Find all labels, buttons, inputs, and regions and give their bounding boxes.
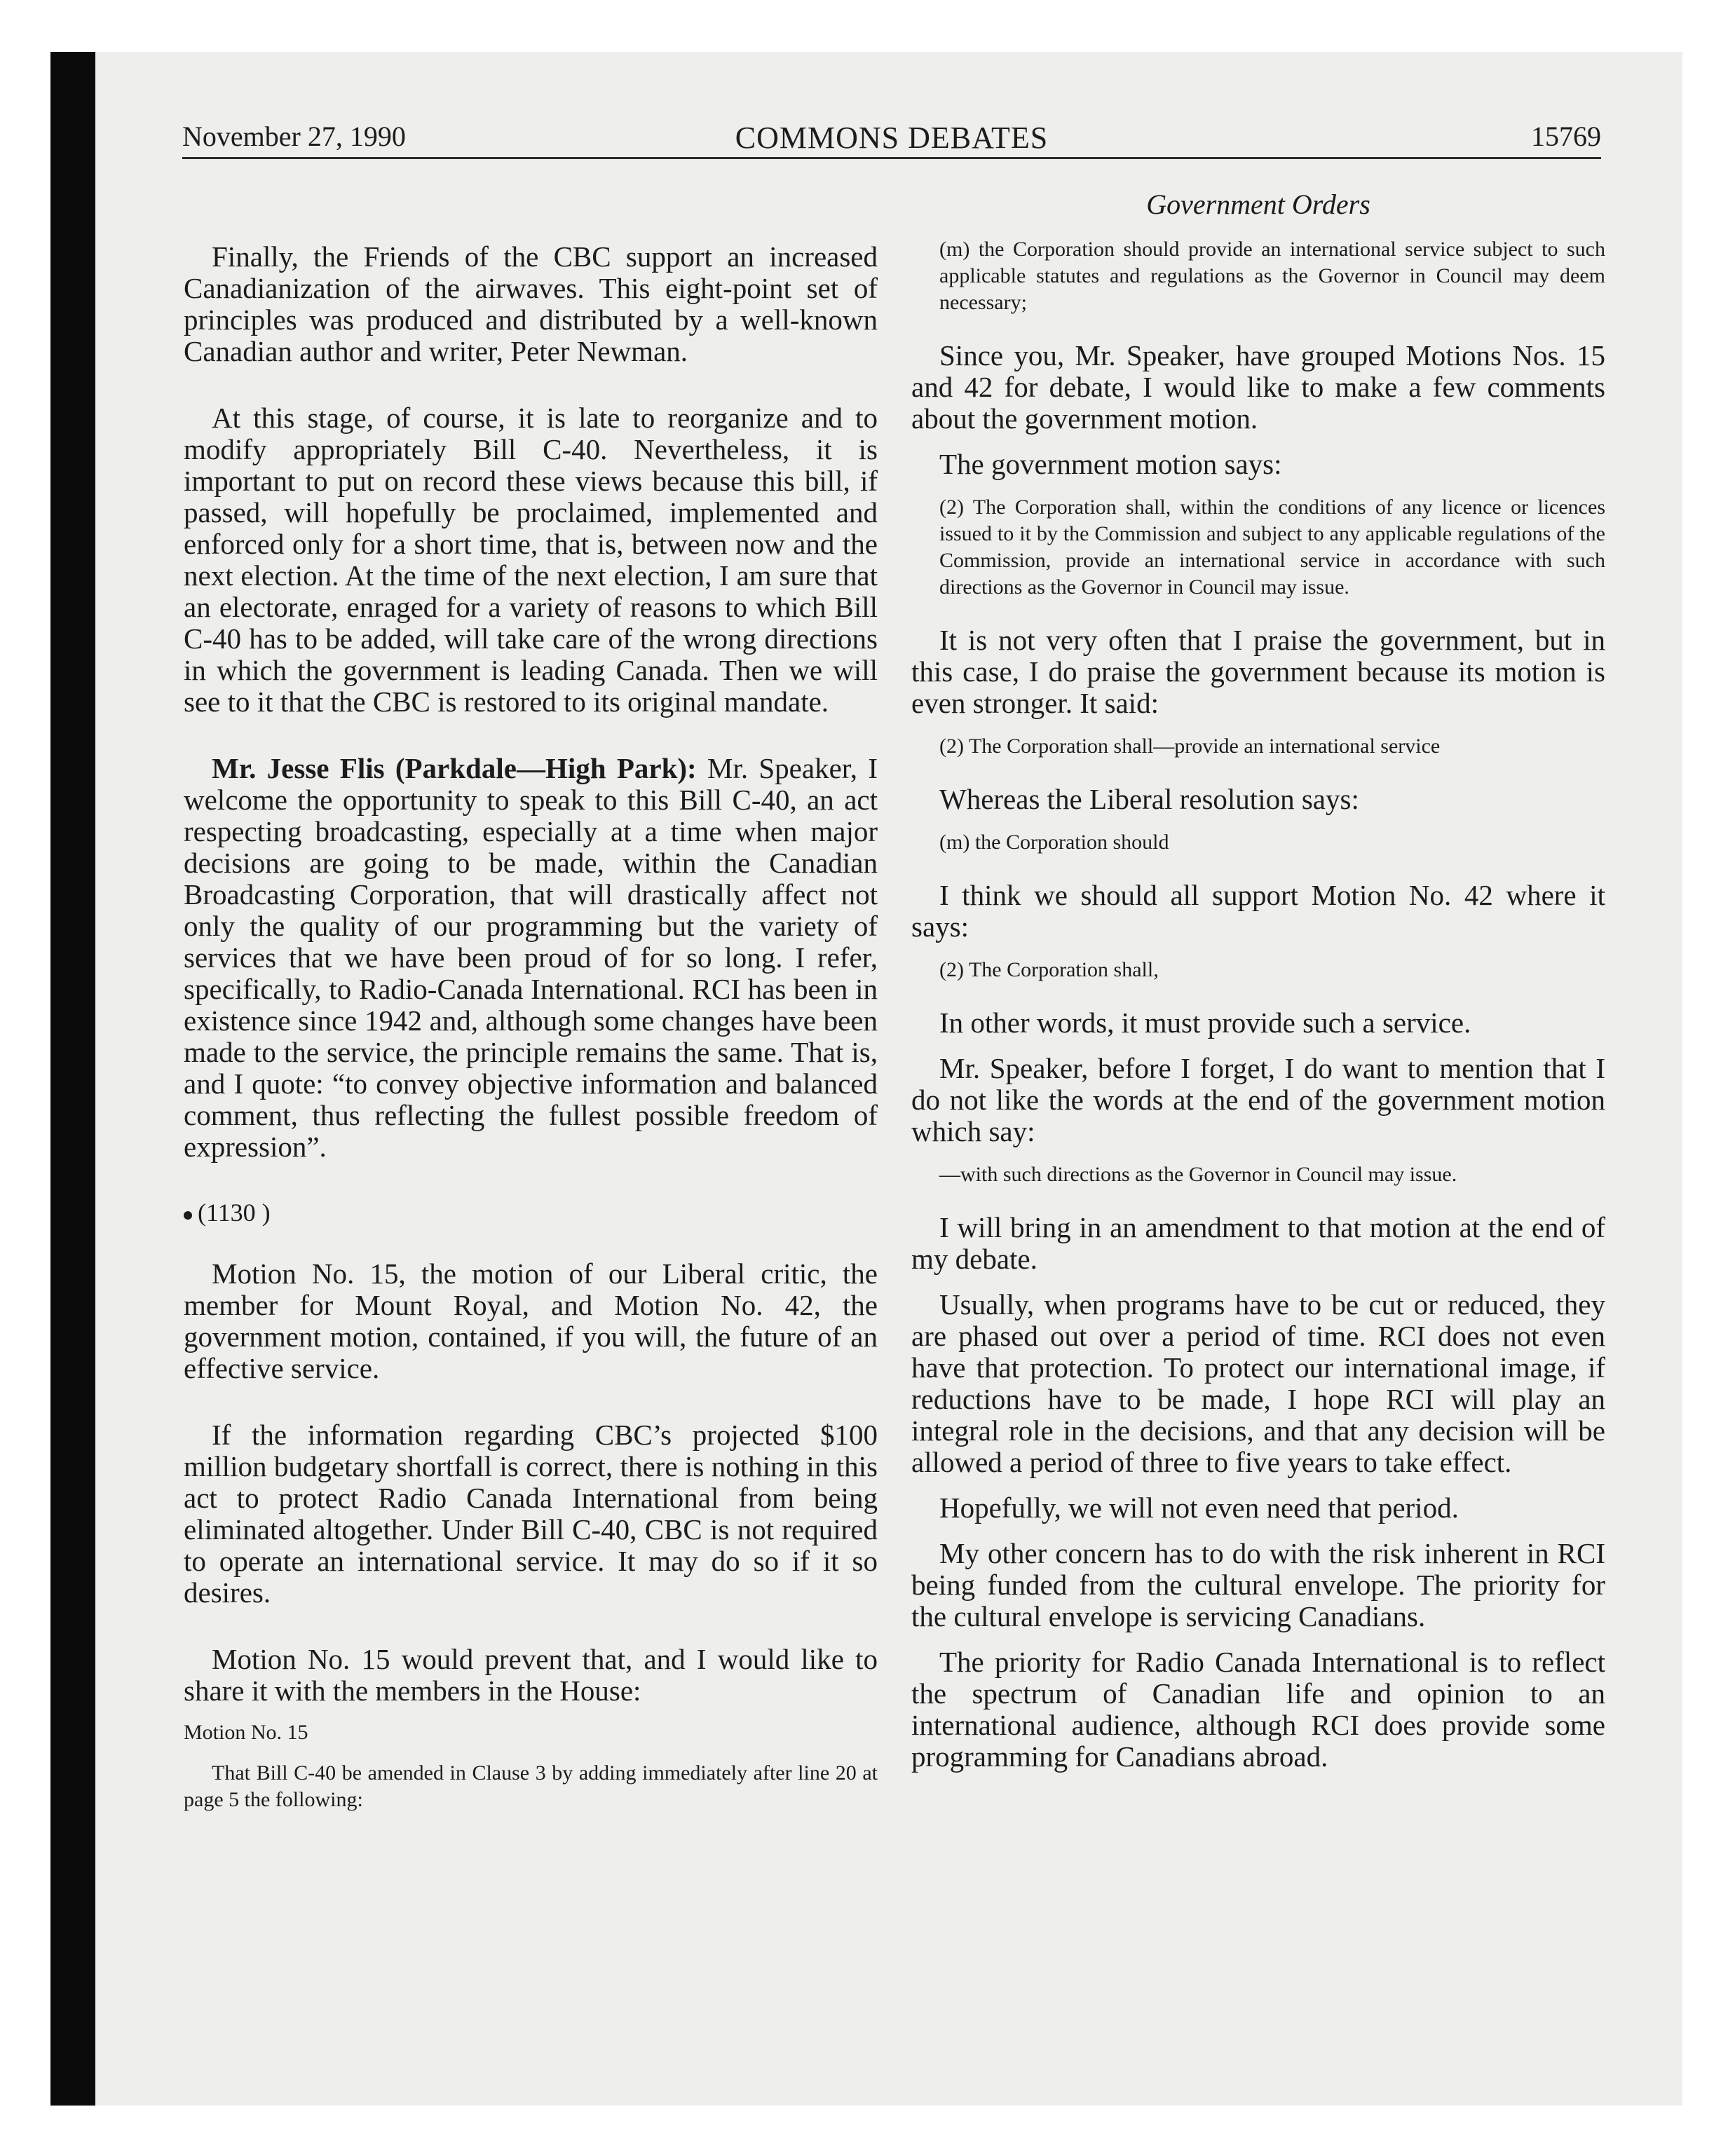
paragraph: Motion No. 15, the motion of our Liberal critic, the member for Mount Royal, and Motion No. 42, the government motion, contained, if you will, the future of an effective service. xyxy=(184,1257,878,1384)
quoted-text: (2) The Corporation shall, within the conditions of any licence or licences issued to it by the Commission and subject to any applicable regulations of the Commission, provide an international service in accordance with such directions as the Governor in Council may issue. xyxy=(939,496,1605,599)
quoted-text: —with such directions as the Governor in Council may issue. xyxy=(939,1163,1457,1186)
speaker-name: Mr. Jesse Flis (Parkdale—High Park): xyxy=(212,752,697,784)
speech-paragraph xyxy=(184,753,878,1163)
paragraph: Mr. Speaker, before I forget, I do want to mention that I do not like the words at the end of the government motion which say: xyxy=(911,1052,1605,1147)
section-title: Government Orders xyxy=(1146,189,1370,220)
paragraph: Motion No. 15 would prevent that, and I would like to share it with the members in the House: xyxy=(184,1643,878,1707)
paragraph: The government motion says: xyxy=(939,448,1282,480)
paragraph: Since you, Mr. Speaker, have grouped Motions Nos. 15 and 42 for debate, I would like to make a few comments about the government motion. xyxy=(911,339,1605,435)
header-title: COMMONS DEBATES xyxy=(735,121,1049,155)
timestamp-text: (1130 ) xyxy=(198,1199,271,1227)
quoted-text: (2) The Corporation shall—provide an international service xyxy=(939,735,1441,758)
page-header xyxy=(182,116,1601,158)
bullet-icon xyxy=(184,1211,192,1220)
motion-label: Motion No. 15 xyxy=(184,1721,308,1744)
header-rule xyxy=(182,157,1601,159)
paragraph: In other words, it must provide such a service. xyxy=(939,1007,1471,1039)
speech-text: Mr. Speaker, I welcome the opportunity to speak to this Bill C-40, an act respecting broadcasting, especially at a time when major decisions are going to be made, within the Canadian Broadcasting Corporation, that will drastically affect not only the quality of our programming but the variety of services that we have been proud of for so long. I refer, specifically, to Radio-Canada International. RCI has been in existence since 1942 and, although some changes have been made to the service, the principle remains the same. That is, and I quote: “to convey objective information and balanced comment, thus reflecting the fullest possible freedom of expression”. xyxy=(184,752,878,1163)
quoted-text: (m) the Corporation should provide an international service subject to such applicable statutes and regulations as the Governor in Council may deem necessary; xyxy=(939,238,1605,314)
binding-edge xyxy=(50,52,95,2106)
left-column xyxy=(184,241,878,1813)
paragraph: Finally, the Friends of the CBC support an increased Canadianization of the airwaves. This eight-point set of principles was produced and distributed by a well-known Canadian author and writer, Peter Newman. xyxy=(184,240,878,367)
paragraph: At this stage, of course, it is late to reorganize and to modify appropriately Bill C-40. Nevertheless, it is important to put on record these views because this bill, if passed, will hopefully be proclaimed, implemented and enforced only for a short time, that is, between now and the next election. At the time of the next election, I am sure that an electorate, enraged for a variety of reasons to which Bill C-40 has to be added, will take care of the wrong directions in which the government is leading Canada. Then we will see to it that the CBC is restored to its original mandate. xyxy=(184,402,878,718)
scanned-page xyxy=(50,52,1682,2106)
quoted-text: (m) the Corporation should xyxy=(939,831,1169,854)
paragraph: Whereas the Liberal resolution says: xyxy=(939,783,1359,815)
paragraph: The priority for Radio Canada International is to reflect the spectrum of Canadian life and opinion to an international audience, although RCI does provide some programming for Canadians abroad. xyxy=(911,1646,1605,1773)
timestamp xyxy=(184,1198,878,1227)
quoted-text: (2) The Corporation shall, xyxy=(939,958,1159,981)
right-column xyxy=(911,188,1605,1787)
paragraph: If the information regarding CBC’s projected $100 million budgetary shortfall is correct, there is nothing in this act to protect Radio Canada International from being eliminated altogether. Under Bill C-40, CBC is not required to operate an international service. It may do so if it so desires. xyxy=(184,1419,878,1609)
paragraph: I think we should all support Motion No. 42 where it says: xyxy=(911,879,1605,943)
paragraph: Usually, when programs have to be cut or reduced, they are phased out over a period of time. RCI does not even have that protection. To protect our international image, if reductions have to be made, I hope RCI will play an integral role in the decisions, and that any decision will be allowed a period of three to five years to take effect. xyxy=(911,1288,1605,1478)
motion-text: That Bill C-40 be amended in Clause 3 by adding immediately after line 20 at page 5 the following: xyxy=(184,1761,878,1811)
paragraph: Hopefully, we will not even need that period. xyxy=(939,1492,1459,1524)
paragraph: It is not very often that I praise the government, but in this case, I do praise the government because its motion is even stronger. It said: xyxy=(911,624,1605,719)
page-number: 15769 xyxy=(1531,121,1601,152)
header-date: November 27, 1990 xyxy=(182,121,406,152)
paragraph: I will bring in an amendment to that motion at the end of my debate. xyxy=(911,1211,1605,1275)
paragraph: My other concern has to do with the risk inherent in RCI being funded from the cultural envelope. The priority for the cultural envelope is servicing Canadians. xyxy=(911,1537,1605,1632)
